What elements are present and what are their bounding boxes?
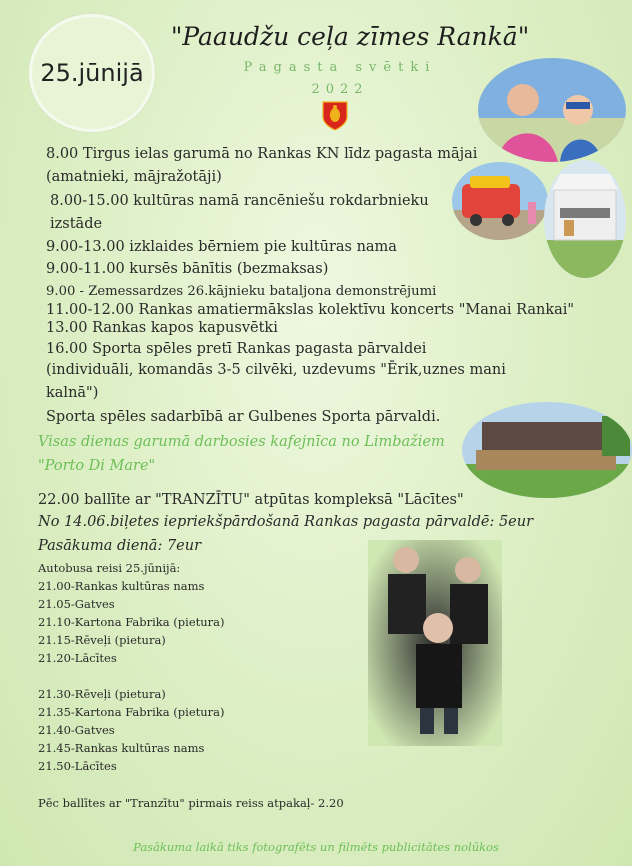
schedule-line: 11.00-12.00 Rankas amatiermākslas kolektīvu koncerts "Manai Rankai" — [46, 302, 575, 318]
event-year: 2022 — [311, 82, 369, 97]
schedule-line: izstāde — [50, 216, 103, 232]
footer-note: Pasākuma laikā tiks fotografēts un filmēts publicitātes nolūkos — [133, 840, 499, 854]
schedule-line: 9.00 - Zemessardzes 26.kājnieku bataljona demonstrējumi — [46, 284, 437, 299]
bus-stop: 21.15-Rēveļi (pietura) — [38, 633, 166, 647]
bus-stop: 21.40-Gatves — [38, 723, 115, 737]
schedule-line: 9.00-11.00 kursēs bānītis (bezmaksas) — [46, 261, 329, 277]
bus-stop: 21.35-Kartona Fabrika (pietura) — [38, 705, 225, 719]
face-painting-photo — [478, 58, 626, 162]
schedule-line: 8.00-15.00 kultūras namā rancēniešu rokdarbnieku — [50, 193, 429, 209]
bus-stop: 21.10-Kartona Fabrika (pietura) — [38, 615, 225, 629]
bus-stop: 21.00-Rankas kultūras nams — [38, 579, 205, 593]
schedule-line: 9.00-13.00 izklaides bērniem pie kultūras nama — [46, 239, 397, 255]
schedule-line: (amatnieki, mājražotāji) — [46, 169, 222, 185]
day-price-line: Pasākuma dienā: 7eur — [38, 538, 202, 554]
event-title: "Paaudžu ceļa zīmes Rankā" — [170, 22, 530, 51]
event-subtitle: Pagasta svētki — [243, 60, 437, 75]
return-trip: Pēc ballītes ar "Tranzītu" pirmais reiss atpakaļ- 2.20 — [38, 796, 344, 810]
schedule-line: kalnā") — [46, 385, 99, 401]
bus-stop: 21.30-Rēveļi (pietura) — [38, 687, 166, 701]
cafe-note: Visas dienas garumā darbosies kafejnīca no Limbažiem — [38, 434, 445, 450]
bus-stop: 21.05-Gatves — [38, 597, 115, 611]
market-stall-photo — [544, 160, 626, 278]
date-badge — [29, 14, 155, 132]
date-text: 25.jūnijā — [40, 59, 144, 87]
cafe-name: "Porto Di Mare" — [38, 458, 156, 474]
party-line: 22.00 ballīte ar "TRANZĪTU" atpūtas kompleksā "Lācītes" — [38, 492, 464, 508]
bus-stop: 21.50-Lācītes — [38, 759, 117, 773]
schedule-line: Sporta spēles sadarbībā ar Gulbenes Sporta pārvaldi. — [46, 409, 441, 425]
schedule-line: (individuāli, komandās 3-5 cilvēki, uzdevums "Ērik,uznes mani — [46, 362, 506, 378]
schedule-line: 16.00 Sporta spēles pretī Rankas pagasta pārvaldei — [46, 341, 427, 357]
band-photo — [368, 540, 502, 746]
presale-line: No 14.06.biļetes iepriekšpārdošanā Rankas pagasta pārvaldē: 5eur — [38, 514, 534, 530]
bus-stop: 21.45-Rankas kultūras nams — [38, 741, 205, 755]
schedule-line: 13.00 Rankas kapos kapusvētki — [46, 320, 278, 336]
bus-heading: Autobusa reisi 25.jūnijā: — [38, 561, 181, 575]
bus-stop: 21.20-Lācītes — [38, 651, 117, 665]
cafe-photo — [462, 402, 632, 498]
train-photo — [452, 162, 548, 240]
schedule-line: 8.00 Tirgus ielas garumā no Rankas KN līdz pagasta mājai — [46, 146, 478, 162]
coat-of-arms-icon — [322, 101, 348, 131]
